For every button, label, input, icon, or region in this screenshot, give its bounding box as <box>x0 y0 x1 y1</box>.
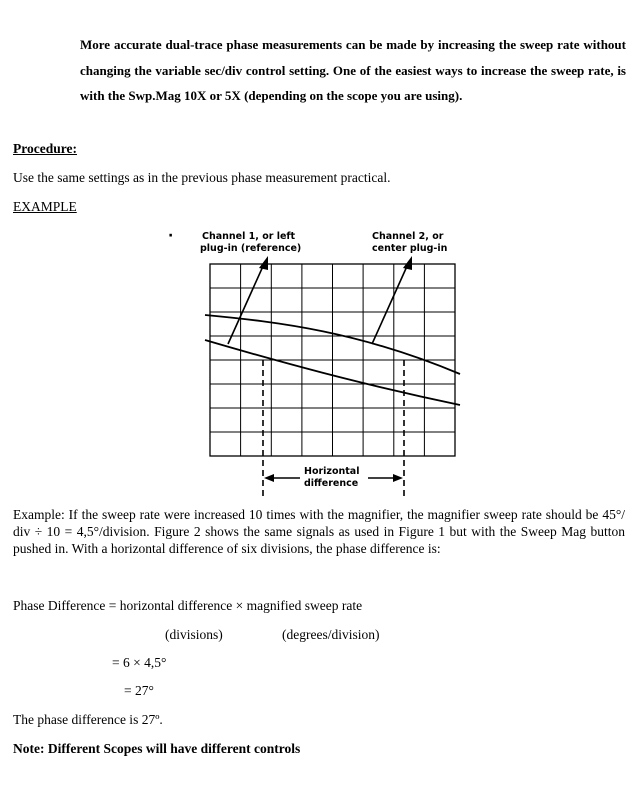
formula-unit-degrees: (degrees/division) <box>282 627 380 642</box>
formula-step1: = 6 × 4,5° <box>112 655 167 670</box>
intro-paragraph: More accurate dual-trace phase measurements can be made by increasing the sweep rate without changing the variable sec/div control setting. One of the easiest ways to increase the sweep rate, is with the Swp.Mag 10X or 5X (depending on the scope you are using). <box>80 37 626 103</box>
channel1-label-line1: Channel 1, or left <box>202 231 296 242</box>
channel2-label-line1: Channel 2, or <box>372 231 444 242</box>
horizontal-difference-label-line1: Horizontal <box>304 466 360 477</box>
figure-bullet: · <box>168 228 174 244</box>
formula-line: Phase Difference = horizontal difference × magnified sweep rate <box>13 598 363 613</box>
channel2-arrow <box>372 256 412 344</box>
channel2-label-line2: center plug-in <box>372 243 448 254</box>
horizontal-difference-label-line2: difference <box>304 478 359 489</box>
formula-step2: = 27° <box>124 683 154 698</box>
procedure-heading: Procedure: <box>13 141 77 156</box>
formula-unit-divisions: (divisions) <box>165 627 223 642</box>
channel1-label-line2: plug-in (reference) <box>200 243 302 254</box>
example-paragraph: Example: If the sweep rate were increased 10 times with the magnifier, the magnifier sweep rate should be 45°/ div ÷ 10 = 4,5°/division. Figure 2 shows the same signals as used in Figure 1 but with the Sweep Mag button pushed in. With a horizontal difference of six divisions, the phase difference is: <box>13 507 625 556</box>
procedure-text: Use the same settings as in the previous phase measurement practical. <box>13 170 391 185</box>
example-heading: EXAMPLE <box>13 199 77 214</box>
oscilloscope-figure <box>160 222 470 502</box>
note-text: Note: Different Scopes will have different controls <box>13 741 301 756</box>
result-text: The phase difference is 27º. <box>13 712 163 727</box>
channel1-arrow <box>228 256 268 344</box>
